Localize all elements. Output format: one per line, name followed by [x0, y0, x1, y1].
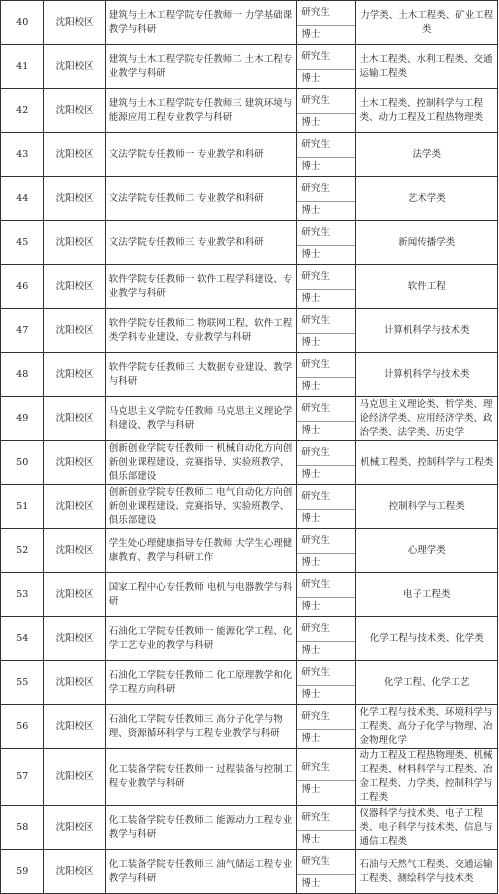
row-number: 59: [1, 850, 44, 894]
table-row: [1, 89, 498, 133]
post-description-cell: 石油化工学院专任教师二 化工原理教学和化学工程方向科研: [105, 661, 297, 705]
campus-cell: 沈阳校区: [44, 397, 105, 441]
degree-requirement: 博士: [301, 161, 321, 172]
degree-cell: [297, 45, 356, 89]
table-row: [1, 221, 498, 265]
campus-cell: 沈阳校区: [44, 133, 105, 177]
row-number: 55: [1, 661, 44, 705]
degree-cell: [297, 353, 356, 397]
row-number: 49: [1, 397, 44, 441]
degree-requirement: 博士: [301, 733, 321, 744]
row-number: 41: [1, 45, 44, 89]
table-row: [1, 441, 498, 485]
row-number: 56: [1, 705, 44, 749]
post-description-cell: 国家工程中心专任教师 电机与电器教学与科研: [105, 573, 297, 617]
campus-cell: 沈阳校区: [44, 89, 105, 133]
table-row: [1, 661, 498, 705]
degree-education-level: 研究生: [297, 353, 355, 378]
major-requirement-cell: 计算机科学与技术类: [356, 353, 498, 397]
major-requirement-cell: 力学类、土木工程类、矿业工程类: [356, 1, 498, 45]
degree-requirement: 博士: [301, 73, 321, 84]
degree-requirement: 博士: [301, 469, 321, 480]
table-row: [1, 705, 498, 749]
major-requirement-cell: 软件工程: [356, 265, 498, 309]
campus-cell: 沈阳校区: [44, 749, 105, 806]
degree-education-level: 研究生: [297, 441, 355, 466]
post-description-cell: 建筑与土木工程学院专任教师三 建筑环境与能源应用工程专业教学与科研: [105, 89, 297, 133]
major-requirement-cell: 仪器科学与技术类、电子工程类、电子科学与技术类、信息与通信工程类: [356, 806, 498, 850]
degree-requirement: 博士: [301, 513, 321, 524]
table-row: [1, 573, 498, 617]
major-requirement-cell: 艺术学类: [356, 177, 498, 221]
post-description-cell: 马克思主义学院专任教师 马克思主义理论学科建设、教学与科研: [105, 397, 297, 441]
post-description-cell: 创新创业学院专任教师二 电气自动化方向创新创业课程建设、竞赛指导、实验班教学、俱乐部建设: [105, 485, 297, 529]
degree-cell: [297, 661, 356, 705]
degree-requirement: 博士: [301, 293, 321, 304]
major-requirement-cell: 化学工程与技术类、化学类: [356, 617, 498, 661]
campus-cell: 沈阳校区: [44, 529, 105, 573]
degree-requirement: 博士: [301, 645, 321, 656]
campus-cell: 沈阳校区: [44, 45, 105, 89]
major-requirement-cell: 石油与天然气工程类、交通运输工程类、测绘科学与技术类: [356, 850, 498, 894]
row-number: 42: [1, 89, 44, 133]
degree-cell: [297, 850, 356, 894]
campus-cell: 沈阳校区: [44, 617, 105, 661]
campus-cell: 沈阳校区: [44, 850, 105, 894]
major-requirement-cell: 电子工程类: [356, 573, 498, 617]
degree-cell: [297, 529, 356, 573]
post-description-cell: 文法学院专任教师三 专业教学和科研: [105, 221, 297, 265]
degree-requirement: 博士: [301, 205, 321, 216]
row-number: 57: [1, 749, 44, 806]
table-row: [1, 133, 498, 177]
major-requirement-cell: 马克思主义理论类、哲学类、理论经济学类、应用经济学类、政治学类、法学类、历史学: [356, 397, 498, 441]
post-description-cell: 化工装备学院专任教师三 油气储运工程专业教学与科研: [105, 850, 297, 894]
degree-education-level: 研究生: [297, 529, 355, 554]
degree-requirement: 博士: [301, 878, 321, 889]
post-description-cell: 建筑与土木工程学院专任教师一 力学基础课教学与科研: [105, 1, 297, 45]
degree-cell: [297, 221, 356, 265]
degree-cell: [297, 441, 356, 485]
post-description-cell: 学生处心理健康指导专任教师 大学生心理健康教育、教学与科研工作: [105, 529, 297, 573]
campus-cell: 沈阳校区: [44, 806, 105, 850]
degree-requirement: 博士: [301, 557, 321, 568]
major-requirement-cell: 新闻传播学类: [356, 221, 498, 265]
campus-cell: 沈阳校区: [44, 265, 105, 309]
post-description-cell: 创新创业学院专任教师一 机械自动化方向创新创业课程建设、竞赛指导、实验班教学、俱乐部建设: [105, 441, 297, 485]
degree-requirement: 博士: [301, 783, 321, 795]
row-number: 40: [1, 1, 44, 45]
degree-cell: [297, 485, 356, 529]
major-requirement-cell: 控制科学与工程类: [356, 485, 498, 529]
post-description-cell: 软件学院专任教师一 软件工程学科建设、专业教学与科研: [105, 265, 297, 309]
table-row: [1, 749, 498, 806]
degree-education-level: 研究生: [297, 661, 355, 686]
row-number: 54: [1, 617, 44, 661]
degree-requirement: 博士: [301, 337, 321, 348]
campus-cell: 沈阳校区: [44, 573, 105, 617]
row-number: 43: [1, 133, 44, 177]
degree-cell: [297, 705, 356, 749]
campus-cell: 沈阳校区: [44, 221, 105, 265]
table-row: [1, 850, 498, 894]
degree-cell: [297, 397, 356, 441]
post-description-cell: 化工装备学院专任教师二 能源动力工程专业教学与科研: [105, 806, 297, 850]
table-row: [1, 309, 498, 353]
degree-cell: [297, 265, 356, 309]
degree-cell: [297, 749, 356, 806]
table-row: [1, 529, 498, 573]
row-number: 48: [1, 353, 44, 397]
post-description-cell: 石油化工学院专任教师三 高分子化学与物理、资源循环科学与工程专业教学与科研: [105, 705, 297, 749]
table-row: [1, 617, 498, 661]
table-row: [1, 177, 498, 221]
degree-requirement: 博士: [301, 117, 321, 128]
degree-cell: [297, 177, 356, 221]
campus-cell: 沈阳校区: [44, 1, 105, 45]
major-requirement-cell: 计算机科学与技术类: [356, 309, 498, 353]
degree-cell: [297, 133, 356, 177]
degree-cell: [297, 89, 356, 133]
table-row: [1, 353, 498, 397]
campus-cell: 沈阳校区: [44, 309, 105, 353]
degree-education-level: 研究生: [297, 573, 355, 598]
degree-education-level: 研究生: [297, 756, 355, 781]
major-requirement-cell: 化学工程与技术类、环境科学与工程类、高分子化学与物理、冶金物理化学: [356, 705, 498, 749]
degree-requirement: 博士: [301, 689, 321, 700]
row-number: 58: [1, 806, 44, 850]
degree-requirement: 博士: [301, 601, 321, 612]
degree-education-level: 研究生: [297, 1, 355, 26]
degree-education-level: 研究生: [297, 705, 355, 730]
degree-cell: [297, 1, 356, 45]
degree-education-level: 研究生: [297, 617, 355, 642]
major-requirement-cell: 动力工程及工程热物理类、机械工程类、材料科学与工程类、冶金工程类、力学类、控制科学与工程类: [356, 749, 498, 806]
row-number: 45: [1, 221, 44, 265]
row-number: 51: [1, 485, 44, 529]
post-description-cell: 软件学院专任教师三 大数据专业建设、教学与科研: [105, 353, 297, 397]
campus-cell: 沈阳校区: [44, 177, 105, 221]
degree-education-level: 研究生: [297, 485, 355, 510]
major-requirement-cell: 土木工程类、控制科学与工程类、动力工程及工程热物理类: [356, 89, 498, 133]
degree-education-level: 研究生: [297, 89, 355, 114]
major-requirement-cell: 土木工程类、水利工程类、交通运输工程类: [356, 45, 498, 89]
post-description-cell: 化工装备学院专任教师一 过程装备与控制工程专业教学与科研: [105, 749, 297, 806]
table-row: [1, 806, 498, 850]
table-row: [1, 45, 498, 89]
campus-cell: 沈阳校区: [44, 661, 105, 705]
degree-education-level: 研究生: [297, 397, 355, 422]
major-requirement-cell: 法学类: [356, 133, 498, 177]
row-number: 44: [1, 177, 44, 221]
post-description-cell: 建筑与土木工程学院专任教师二 土木工程专业教学与科研: [105, 45, 297, 89]
degree-education-level: 研究生: [297, 265, 355, 290]
table-row: [1, 265, 498, 309]
table-row: [1, 397, 498, 441]
row-number: 52: [1, 529, 44, 573]
row-number: 50: [1, 441, 44, 485]
degree-cell: [297, 573, 356, 617]
degree-requirement: 博士: [301, 29, 321, 40]
row-number: 46: [1, 265, 44, 309]
degree-requirement: 博士: [301, 249, 321, 260]
degree-requirement: 博士: [301, 834, 321, 845]
post-description-cell: 石油化工学院专任教师一 能源化学工程、化学工艺专业的教学与科研: [105, 617, 297, 661]
degree-cell: [297, 806, 356, 850]
campus-cell: 沈阳校区: [44, 441, 105, 485]
degree-education-level: 研究生: [297, 133, 355, 158]
row-number: 53: [1, 573, 44, 617]
degree-education-level: 研究生: [297, 45, 355, 70]
campus-cell: 沈阳校区: [44, 705, 105, 749]
campus-cell: 沈阳校区: [44, 485, 105, 529]
post-description-cell: 软件学院专任教师二 物联网工程、软件工程类学科专业建设、专业教学与科研: [105, 309, 297, 353]
degree-requirement: 博士: [301, 381, 321, 392]
post-description-cell: 文法学院专任教师二 专业教学和科研: [105, 177, 297, 221]
degree-requirement: 博士: [301, 425, 321, 436]
degree-education-level: 研究生: [297, 850, 355, 875]
table-row: [1, 1, 498, 45]
table-row: [1, 485, 498, 529]
degree-education-level: 研究生: [297, 806, 355, 831]
row-number: 47: [1, 309, 44, 353]
degree-cell: [297, 617, 356, 661]
major-requirement-cell: 化学工程、化学工艺: [356, 661, 498, 705]
major-requirement-cell: 心理学类: [356, 529, 498, 573]
degree-education-level: 研究生: [297, 221, 355, 246]
campus-cell: 沈阳校区: [44, 353, 105, 397]
post-description-cell: 文法学院专任教师一 专业教学和科研: [105, 133, 297, 177]
degree-cell: [297, 309, 356, 353]
major-requirement-cell: 机械工程类、控制科学与工程类: [356, 441, 498, 485]
degree-education-level: 研究生: [297, 177, 355, 202]
degree-education-level: 研究生: [297, 309, 355, 334]
